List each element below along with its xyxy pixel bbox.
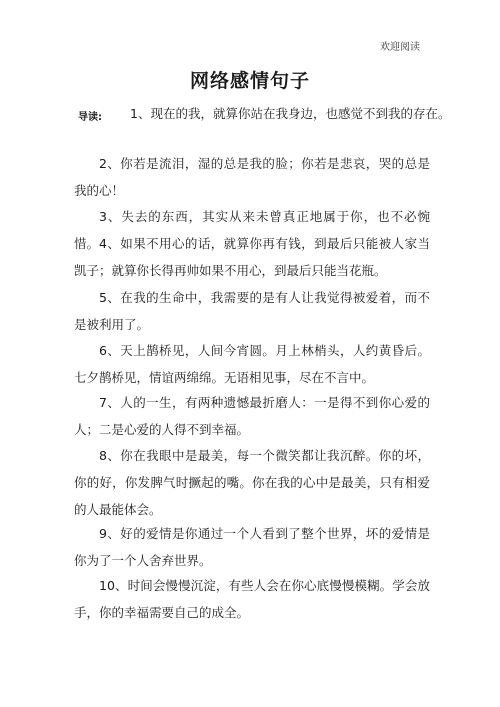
- list-item: 3、失去的东西，其实从来未曾真正地属于你，也不必惋惜。: [74, 209, 430, 251]
- list-item: 9、好的爱情是你通过一个人看到了整个世界，坏的爱情是你为了一个人舍弃世界。: [74, 526, 430, 568]
- list-item: 10、时间会慢慢沉淀，有些人会在你心底慢慢模糊。学会放手，你的幸福需要自己的成全。: [74, 578, 430, 620]
- list-item: 1、现在的我，就算你站在我身边，也感觉不到我的存在。: [130, 106, 451, 121]
- list-item: 2、你若是流泪，湿的总是我的脸；你若是悲哀，哭的总是我的心！: [74, 156, 430, 198]
- list-item: 7、人的一生，有两种遗憾最折磨人：一是得不到你心爱的人；二是心爱的人得不到幸福。: [74, 395, 430, 437]
- list-item: 4、如果不用心的话，就算你再有钱，到最后只能被人家当凯子；就算你长得再帅如果不用心，到最后只能当花瓶。: [74, 236, 430, 278]
- page-title: 网络感情句子: [189, 70, 310, 92]
- header-note: 欢迎阅读: [380, 42, 420, 53]
- list-item: 8、你在我眼中是最美，每一个微笑都让我沉醉。你的坏，你的好，你发脾气时撅起的嘴。你在我的心中是最美，只有相爱的人最能体会。: [74, 448, 430, 517]
- list-item: 5、在我的生命中，我需要的是有人让我觉得被爱着，而不是被利用了。: [74, 290, 430, 332]
- guide-label: 导读:: [78, 112, 102, 123]
- list-item: 6、天上鹊桥见，人间今宵圆。月上林梢头，人约黄昏后。七夕鹊桥见，情谊两绵绵。无语相见事，尽在不言中。: [74, 343, 430, 385]
